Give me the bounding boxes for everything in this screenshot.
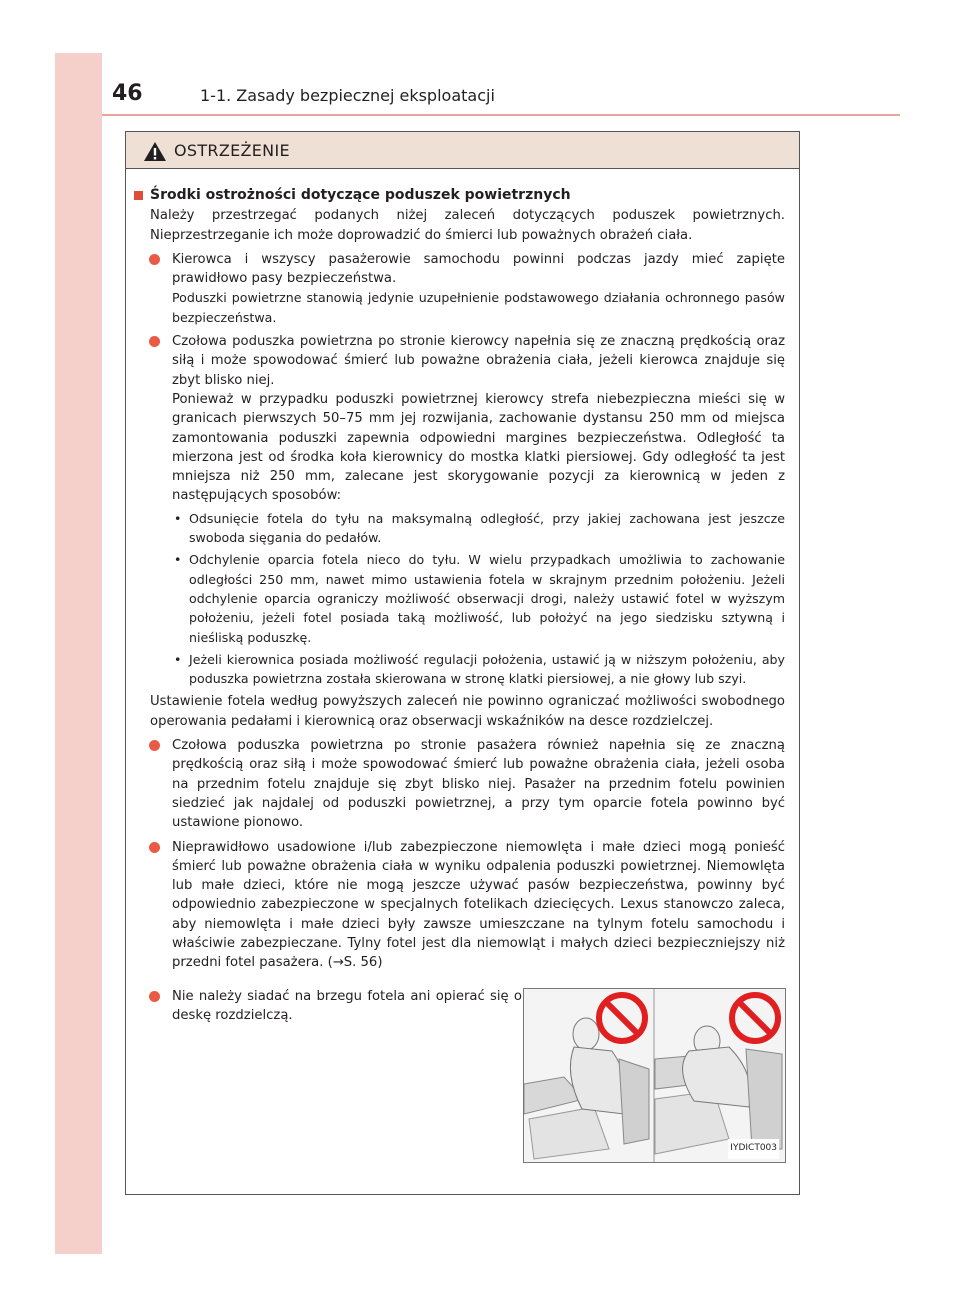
item-text: Czołowa poduszka powietrzna po stronie pasażera również napełnia się ze znaczną prędkością oraz siłą i może spowodować śmierć lub poważne obrażenia ciała, jeżeli osoba na przednim fotelu znajduje się zbyt blisko niej. Pasażer na przednim fotelu powinien siedzieć jak najdalej od poduszki powietrznej, a przy tym oparcie fotela powinno być ustawione pionowo. (172, 738, 785, 831)
list-item (134, 838, 785, 973)
list-item (134, 250, 785, 327)
bullet-text: • Odchylenie oparcia fotela nieco do tyłu. W wielu przypadkach umożliwia to zachowanie odległości 250 mm, nawet mimo ustawienia fotela w skrajnym przednim położeniu. Jeżeli odchylenie oparcia ograniczy możliwość obserwacji drogi, należy ustawić fotel w wyższym położeniu, jeżeli fotel posiada taką możliwość, lub położyć na jego siedzisku sztywną i nieśliską poduszkę. (189, 552, 785, 645)
page-number: 46 (112, 81, 143, 106)
bullet-item (172, 550, 785, 646)
bullet-item (172, 509, 785, 548)
list-item (134, 987, 522, 1026)
last-item-row (134, 982, 785, 1158)
warning-box (125, 131, 800, 1195)
item-text: Czołowa poduszka powietrzna po stronie kierowcy napełnia się ze znaczną prędkością oraz siłą i może spowodować śmierć lub poważne obrażenia ciała, jeżeli kierowca znajduje się zbyt blisko niej. (172, 334, 785, 388)
warning-title: OSTRZEŻENIE (174, 141, 290, 160)
warning-body (126, 169, 799, 1158)
bullet-text: • Odsunięcie fotela do tyłu na maksymalną odległość, przy jakiej zachowana jest jeszcze swoboda sięgania do pedałów. (189, 510, 785, 546)
item-note: Poduszki powietrzne stanowią jedynie uzupełnienie podstawowego działania ochronnego pasów bezpieczeństwa. (172, 290, 785, 325)
section-title: 1-1. Zasady bezpiecznej eksploatacji (200, 86, 495, 105)
item-text: Nieprawidłowo usadowione i/lub zabezpieczone niemowlęta i małe dzieci mogą ponieść śmierć lub poważne obrażenia ciała w wyniku odpalenia poduszki powietrznej. Niemowlęta lub małe dzieci, które nie mogą jeszcze używać pasów bezpieczeństwa, powinny być odpowiednio zabezpieczone w specjalnych fotelikach dziecięcych. Lexus stanowczo zaleca, aby niemowlęta i małe dzieci były zawsze umieszczane na tylnym fotelu samochodu i właściwie zabezpieczane. Tylny fotel jest dla niemowląt i małych dzieci bezpieczniejszy niż przedni fotel pasażera. (→S. 56) (172, 839, 785, 971)
page-header (102, 53, 900, 115)
list-item (134, 332, 785, 688)
section-heading: Środki ostrożności dotyczące poduszek powietrznych (134, 186, 785, 205)
illustration-code: IYDICT003 (728, 1139, 779, 1158)
list-item (134, 736, 785, 832)
item-text: Nie należy siadać na brzegu fotela ani opierać się o deskę rozdzielczą. (172, 988, 522, 1023)
side-tab (55, 53, 102, 1254)
item-note: Ponieważ w przypadku poduszki powietrznej kierowcy strefa niebezpieczna mieści się w granicach pierwszych 50–75 mm jej rozwijania, zachowanie dystansu 250 mm od miejsca zamontowania poduszki zapewnia odpowiedni margines bezpieczeństwa. Odległość ta mierzona jest od środka koła kierownicy do mostka klatki piersiowej. Gdy odległość ta jest mniejsza niż 250 mm, zalecane jest skorygowanie pozycji za kierownicą w jeden z następujących sposobów: (172, 391, 785, 504)
header-rule (102, 114, 900, 116)
warning-header (126, 132, 799, 169)
bullet-text: • Jeżeli kierownica posiada możliwość regulacji położenia, ustawić ją w niższym położeniu, aby poduszka powietrzna została skierowana w stronę klatki piersiowej, a nie głowy lub szyi. (189, 651, 785, 687)
prohibited-posture-illustration (523, 988, 786, 1163)
intro-text: Należy przestrzegać podanych niżej zaleceń dotyczących poduszek powietrznych. Nieprzestrzeganie ich może doprowadzić do śmierci lub poważnych obrażeń ciała. (150, 208, 785, 243)
warning-triangle-icon (143, 141, 167, 162)
bullet-item (172, 650, 785, 689)
seating-illustration-icon (524, 989, 785, 1162)
after-bullets-text: Ustawienie fotela według powyższych zaleceń nie powinno ograniczać możliwości swobodnego operowania pedałami i kierownicą oraz obserwacji wskaźników na desce rozdzielczej. (150, 694, 785, 729)
item-text: Kierowca i wszyscy pasażerowie samochodu powinni podczas jazdy mieć zapięte prawidłowo pasy bezpieczeństwa. (172, 251, 785, 287)
